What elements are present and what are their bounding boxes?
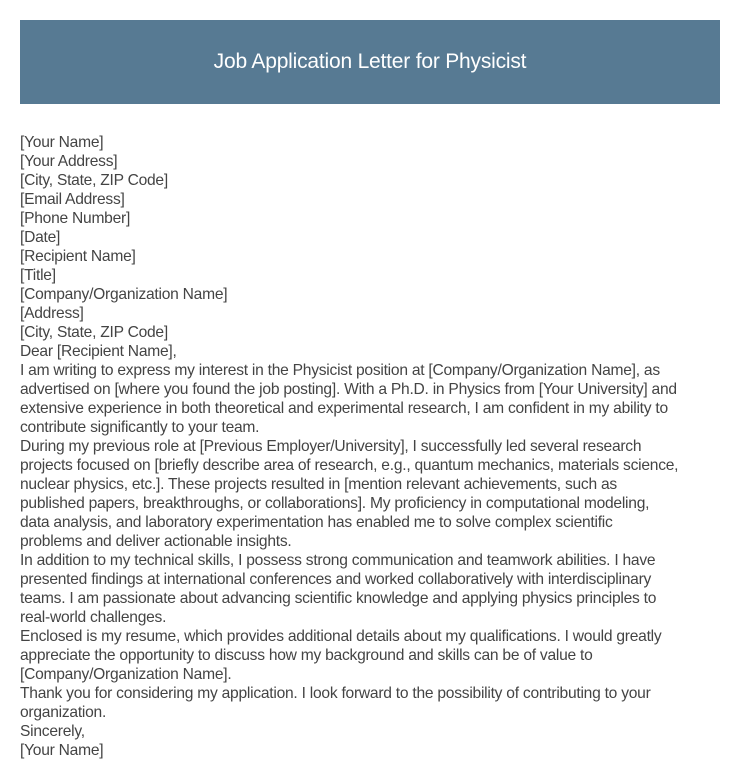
paragraph-intro [20, 361, 722, 437]
paragraph-line: advertised on [where you found the job posting]. With a Ph.D. in Physics from [Your University] and [20, 381, 677, 398]
recipient-name: [Recipient Name] [20, 248, 136, 265]
paragraph-line: teams. I am passionate about advancing scientific knowledge and applying physics principles to [20, 590, 657, 607]
paragraph-enclosure [20, 627, 722, 684]
paragraph-line: During my previous role at [Previous Employer/University], I successfully led several research [20, 438, 642, 455]
recipient-title: [Title] [20, 267, 56, 284]
paragraph-line: Thank you for considering my application. I look forward to the possibility of contributing to your [20, 685, 651, 702]
paragraph-line: I am writing to express my interest in the Physicist position at [Company/Organization Name], as [20, 362, 660, 379]
sender-block [20, 133, 722, 247]
closing: Sincerely, [20, 723, 85, 740]
salutation: Dear [Recipient Name], [20, 343, 177, 360]
page-header [20, 20, 720, 104]
paragraph-line: real-world challenges. [20, 609, 167, 626]
paragraph-skills [20, 551, 722, 627]
recipient-block [20, 247, 722, 342]
paragraph-line: appreciate the opportunity to discuss how my background and skills can be of value to [20, 647, 593, 664]
paragraph-line: organization. [20, 704, 107, 721]
letter-date: [Date] [20, 229, 61, 246]
paragraph-line: projects focused on [briefly describe area of research, e.g., quantum mechanics, materials science, [20, 457, 679, 474]
recipient-address: [Address] [20, 305, 84, 322]
letter-body [20, 133, 722, 760]
paragraph-line: Enclosed is my resume, which provides additional details about my qualifications. I would greatly [20, 628, 662, 645]
paragraph-line: extensive experience in both theoretical and experimental research, I am confident in my ability to [20, 400, 668, 417]
paragraph-line: problems and deliver actionable insights. [20, 533, 292, 550]
recipient-city: [City, State, ZIP Code] [20, 324, 168, 341]
sender-email: [Email Address] [20, 191, 125, 208]
sender-city: [City, State, ZIP Code] [20, 172, 168, 189]
paragraph-thanks [20, 684, 722, 722]
paragraph-line: contribute significantly to your team. [20, 419, 260, 436]
paragraph-line: data analysis, and laboratory experimentation has enabled me to solve complex scientific [20, 514, 613, 531]
paragraph-line: In addition to my technical skills, I possess strong communication and teamwork abilities. I have [20, 552, 656, 569]
paragraph-experience [20, 437, 722, 551]
recipient-company: [Company/Organization Name] [20, 286, 228, 303]
sender-address: [Your Address] [20, 153, 118, 170]
sender-name: [Your Name] [20, 134, 104, 151]
signature: [Your Name] [20, 742, 104, 759]
sender-phone: [Phone Number] [20, 210, 131, 227]
paragraph-line: nuclear physics, etc.]. These projects resulted in [mention relevant achievements, such as [20, 476, 617, 493]
paragraph-line: presented findings at international conferences and worked collaboratively with interdisciplinary [20, 571, 652, 588]
paragraph-line: [Company/Organization Name]. [20, 666, 232, 683]
page-title: Job Application Letter for Physicist [213, 50, 527, 73]
paragraph-line: published papers, breakthroughs, or collaborations]. My proficiency in computational modeling, [20, 495, 650, 512]
